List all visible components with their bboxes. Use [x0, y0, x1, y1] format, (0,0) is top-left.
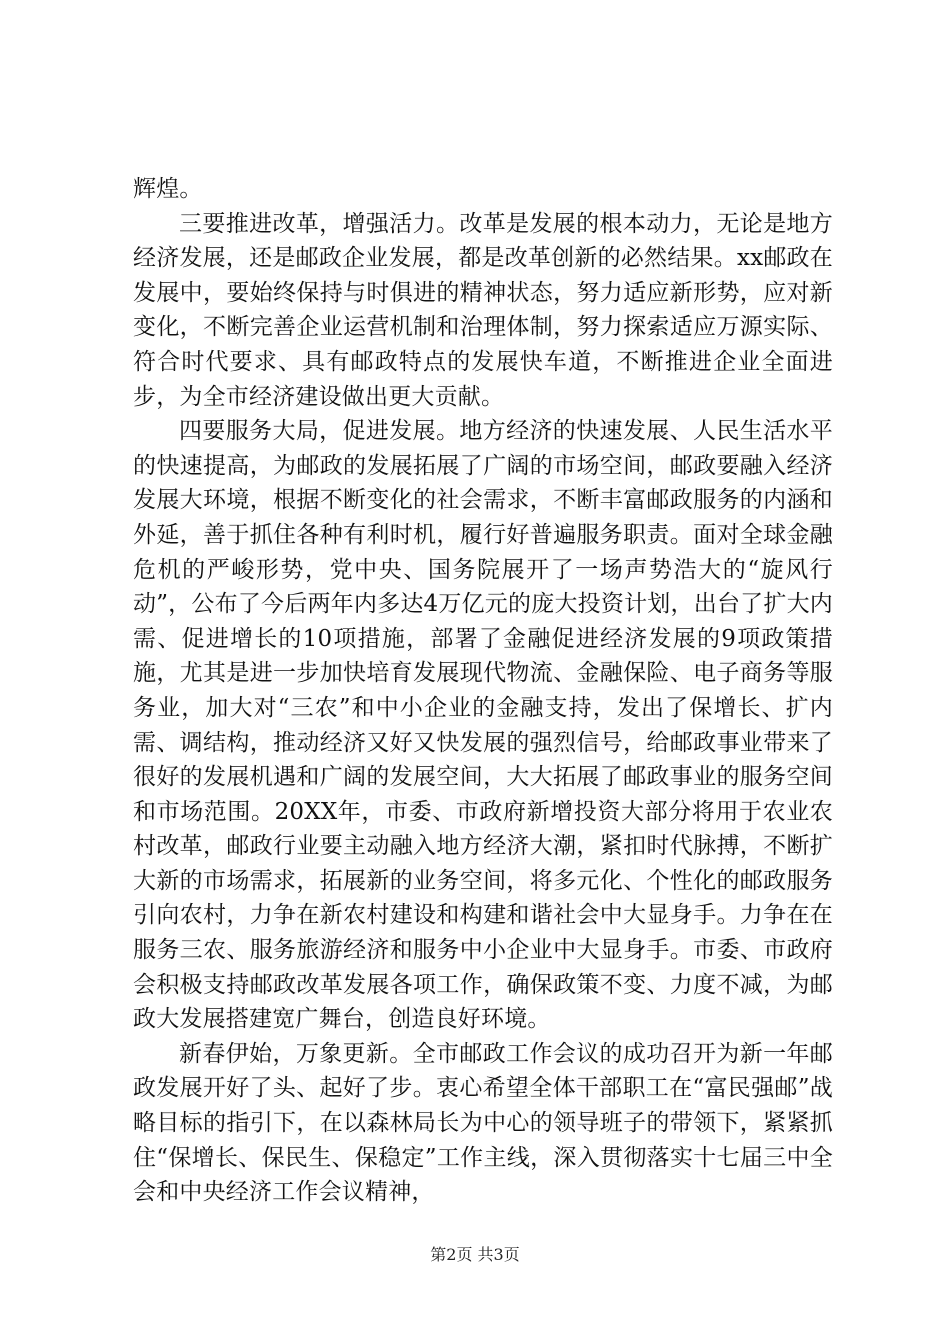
- page-footer: 第2页 共3页: [430, 1245, 520, 1264]
- document-body: [133, 172, 833, 1210]
- paragraph-continuation: 辉煌。: [133, 176, 203, 202]
- paragraph-new-year: 新春伊始，万象更新。全市邮政工作会议的成功召开为新一年邮政发展开好了头、起好了步。衷心希望全体干部职工在“富民强邮”战略目标的指引下，在以森林局长为中心的领导班子的带领下，紧紧抓住“保增长、保民生、保稳定”工作主线，深入贯彻落实十七届三中全会和中央经济工作会议精神，: [133, 1040, 833, 1206]
- paragraph-reform: 三要推进改革，增强活力。改革是发展的根本动力，无论是地方经济发展，还是邮政企业发展，都是改革创新的必然结果。xx邮政在发展中，要始终保持与时俱进的精神状态，努力适应新形势，应对新变化，不断完善企业运营机制和治理体制，努力探索适应万源实际、符合时代要求、具有邮政特点的发展快车道，不断推进企业全面进步，为全市经济建设做出更大贡献。: [133, 210, 833, 410]
- paragraph-service: 四要服务大局，促进发展。地方经济的快速发展、人民生活水平的快速提高，为邮政的发展拓展了广阔的市场空间，邮政要融入经济发展大环境，根据不断变化的社会需求，不断丰富邮政服务的内涵和外延，善于抓住各种有利时机，履行好普遍服务职责。面对全球金融危机的严峻形势，党中央、国务院展开了一场声势浩大的“旋风行动”，公布了今后两年内多达4万亿元的庞大投资计划，出台了扩大内需、促进增长的10项措施，部署了金融促进经济发展的9项政策措施，尤其是进一步加快培育发展现代物流、金融保险、电子商务等服务业，加大对“三农”和中小企业的金融支持，发出了保增长、扩内需、调结构，推动经济又好又快发展的强烈信号，给邮政事业带来了很好的发展机遇和广阔的发展空间，大大拓展了邮政事业的服务空间和市场范围。20XX年，市委、市政府新增投资大部分将用于农业农村改革，邮政行业要主动融入地方经济大潮，紧扣时代脉搏，不断扩大新的市场需求，拓展新的业务空间，将多元化、个性化的邮政服务引向农村，力争在新农村建设和构建和谐社会中大显身手。力争在在服务三农、服务旅游经济和服务中小企业中大显身手。市委、市政府会积极支持邮政改革发展各项工作，确保政策不变、力度不减，为邮政大发展搭建宽广舞台，创造良好环境。: [133, 418, 833, 1033]
